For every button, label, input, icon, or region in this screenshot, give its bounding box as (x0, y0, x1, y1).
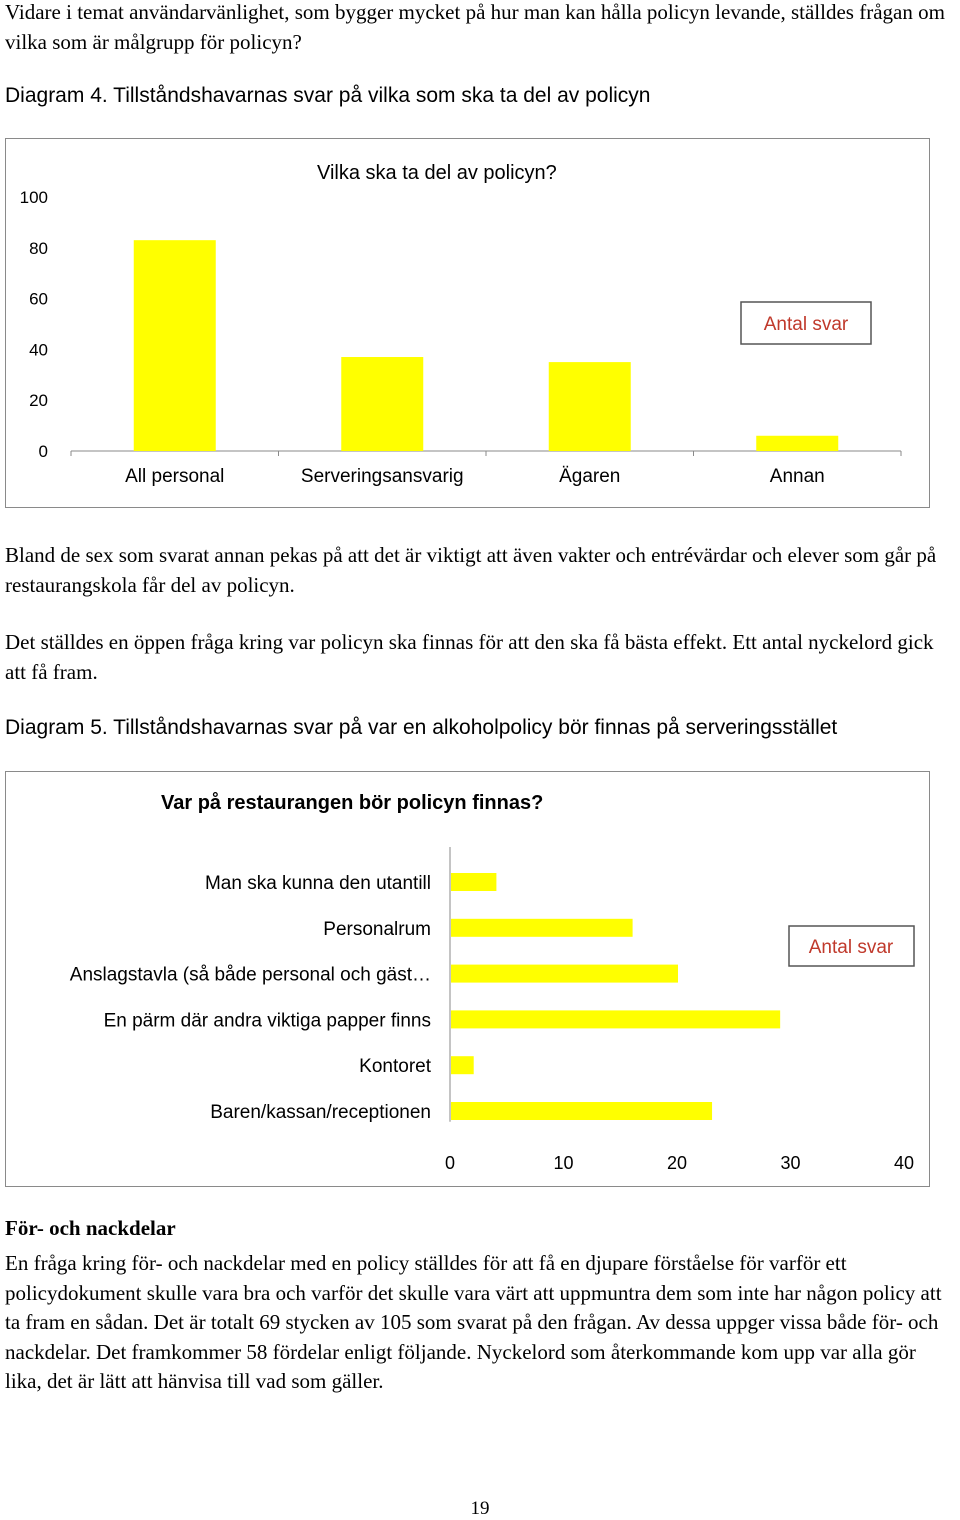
y-tick-label: 60 (29, 289, 48, 309)
x-tick-label: 20 (666, 1153, 688, 1173)
x-tick-label: 40 (893, 1153, 915, 1173)
diagram-4-caption: Diagram 4. Tillståndshavarnas svar på vilka som ska ta del av policyn (5, 84, 651, 107)
chart-who-takes-part-svg (6, 139, 929, 507)
category-label: En pärm där andra viktiga papper finns (103, 1010, 431, 1032)
intro-paragraph: Vidare i temat användarvänlighet, som bygger mycket på hur man kan hålla policyn levande, ställdes frågan om vilka som är målgrupp för policyn? (5, 0, 945, 54)
bar (549, 362, 631, 451)
bar (451, 919, 633, 937)
y-tick-label: 80 (29, 238, 48, 258)
bar (451, 873, 496, 891)
chart-where-policy (5, 771, 930, 1187)
category-label: Ägaren (559, 466, 621, 487)
chart-where-policy-svg (6, 772, 929, 1186)
category-label: Serveringsansvarig (300, 466, 464, 487)
bar (451, 1056, 474, 1074)
y-tick-label: 0 (38, 442, 48, 461)
x-tick-label: 0 (444, 1153, 456, 1173)
category-label: Man ska kunna den utantill (204, 873, 431, 894)
x-tick-label: 10 (553, 1153, 574, 1173)
legend-label: Antal svar (763, 314, 849, 335)
category-label: Annan (769, 466, 825, 487)
paragraph-after-diagram-4: Bland de sex som svarat annan pekas på att det är viktigt att även vakter och entrévärdar och elever som går på restaurangskola får del av policyn. (5, 543, 937, 597)
category-label: All personal (125, 466, 225, 487)
chart-title: Vilka ska ta del av policyn? (317, 162, 557, 184)
category-label: Baren/kassan/receptionen (210, 1102, 431, 1123)
bar (451, 965, 678, 983)
page-number: 19 (470, 1498, 490, 1519)
chart-title: Var på restaurangen bör policyn finnas? (161, 792, 544, 814)
legend-label: Antal svar (808, 937, 894, 958)
section-heading: För- och nackdelar (5, 1216, 176, 1240)
x-tick-label: 30 (780, 1153, 801, 1173)
bar (451, 1010, 780, 1028)
bar (134, 240, 216, 451)
section-paragraph: En fråga kring för- och nackdelar med en policy ställdes för att få en djupare förståelse för varför ett policydokument skulle vara bra och varför det skulle vara värt att uppmuntra dem som inte har någon policy att ta fram en sådan. Det är totalt 69 stycken av 105 som svarat på den frågan. Av dessa uppger vissa både för- och nackdelar. Det framkommer 58 fördelar enligt följande. Nyckelord som återkommande kom upp var alla gör lika, det är lätt att hänvisa till vad som gäller. (5, 1251, 942, 1393)
category-label: Personalrum (323, 918, 431, 940)
paragraph-open-question: Det ställdes en öppen fråga kring var policyn ska finnas för att den ska få bästa effekt. Ett antal nyckelord gick att få fram. (5, 630, 934, 684)
y-tick-label: 40 (29, 340, 48, 360)
category-label: Kontoret (359, 1056, 431, 1078)
diagram-5-caption: Diagram 5. Tillståndshavarnas svar på var en alkoholpolicy bör finnas på serveringsstället (5, 716, 838, 739)
y-tick-label: 20 (29, 391, 48, 411)
category-label: Anslagstavla (så både personal och gäst… (69, 964, 431, 986)
bar (341, 357, 423, 451)
bar (756, 436, 838, 451)
bar (451, 1102, 712, 1120)
chart-who-takes-part (5, 138, 930, 508)
y-tick-label: 100 (19, 188, 48, 207)
